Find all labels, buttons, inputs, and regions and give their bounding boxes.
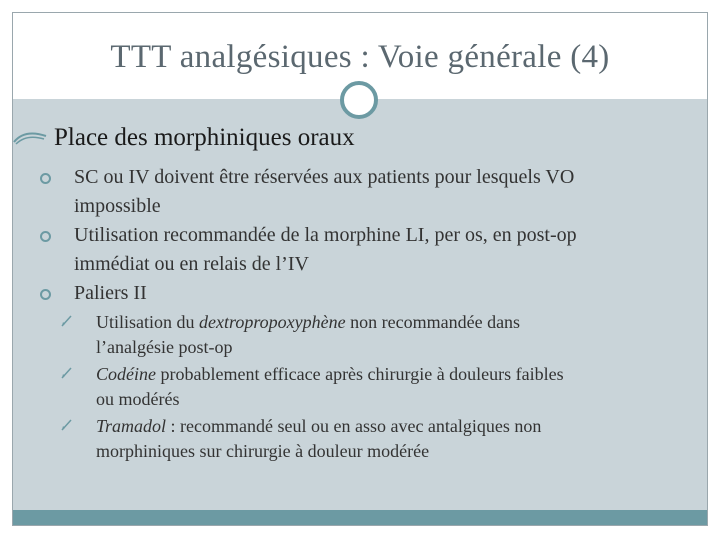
text-suffix: non recommandée dans [345,312,521,332]
ring-bullet-icon [40,221,51,250]
bullet-level2 [64,279,704,308]
bullet-level3-line1 [96,310,681,335]
slide-title: TTT analgésiques : Voie générale (4) [110,39,610,75]
bullet-level2 [64,163,704,221]
pen-bullet-icon [60,310,74,330]
bullet-level1-text: Place des morphiniques oraux [54,124,355,151]
bullet-level3 [86,362,681,412]
text-prefix: Utilisation du [96,312,199,332]
bullet-level2-line: Utilisation recommandée de la morphine LI, per os, en post-op [74,224,577,246]
bullet-level2-line: SC ou IV doivent être réservées aux patients pour lesquels VO [74,166,575,188]
text-suffix: : recommandé seul ou en asso avec antalgiques non [166,416,542,436]
text-italic: dextropropoxyphène [199,312,346,332]
ring-bullet-icon [40,163,51,192]
pen-bullet-icon [60,362,74,382]
text-suffix: probablement efficace après chirurgie à douleurs faibles [156,364,564,384]
ring-bullet-icon [40,279,51,308]
bullet-level3-line2: ou modérés [96,389,180,409]
bullet-level2-line: immédiat ou en relais de l’IV [74,253,309,275]
text-italic: Codéine [96,364,156,384]
bullet-level3-line1 [96,414,681,439]
swoosh-bullet-icon [12,130,48,146]
bullet-level2-line: Paliers II [74,282,147,304]
pen-bullet-icon [60,414,74,434]
footer-band [13,510,707,525]
bullet-level3-line2: morphiniques sur chirurgie à douleur modérée [96,441,430,461]
text-italic: Tramadol [96,416,167,436]
bullet-level3 [86,310,681,360]
bullet-level3-line1 [96,362,681,387]
bullet-level2-line: impossible [74,195,161,217]
bullet-level2 [64,221,704,279]
bullet-level1 [16,124,355,152]
bullet-level3 [86,414,681,464]
circle-ornament-icon [340,81,378,119]
bullet-level3-line2: l’analgésie post-op [96,337,233,357]
